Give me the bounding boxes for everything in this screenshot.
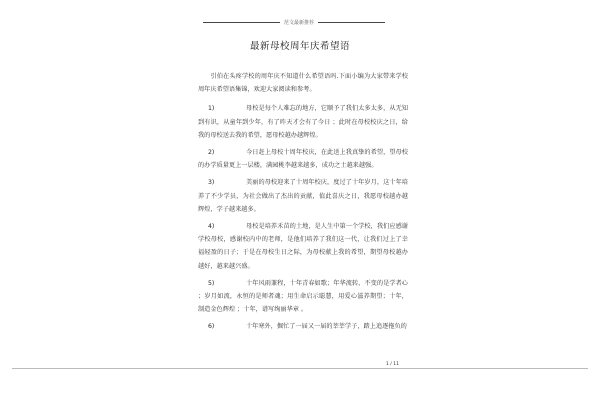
item-text: 美丽的母校迎来了十周年校庆，度过了十年岁月，这十年培养了不少学员，为社会做出了杰出的贡献，值此喜庆之日，我愿母校越办越辉煌，学子越来越多。 [198,179,408,213]
item-text: 十年寒外，掘忙了一届又一届的莘莘学子，踏上追逐拖负的 [246,323,407,331]
item-text: 十年风雨兼程，十年青春如歌；年华流转，不变的是学者心 ；岁月如流，永恒的是师者魂；用生命启示聪慧，用爱心滋养期望；十年，制造金色辉煌 ；十年，谱写绚丽华章 。 [198,279,408,314]
document-title: 最新母校周年庆希望语 [249,41,350,52]
header-rule-right [318,22,385,23]
item-number: 6) [208,323,215,331]
header-text: 范文最新推荐 [283,20,314,26]
header-rule-left [203,22,280,23]
footer-rule [12,368,588,369]
list-item [198,146,408,172]
item-number: 2) [208,149,215,157]
document-body [198,70,408,338]
list-item [198,277,408,317]
list-item [198,220,408,273]
item-text: 母校是每个人难忘的地方，它顺予了我们太多太多，从无知到有识，从童年到少年，有了昨天才会有了今日 ；此时在母校校庆之日，给我的母校送去我的希望，愿母校越办越辉煌。 [198,105,408,139]
list-item [198,320,408,333]
page-header [0,18,600,28]
item-text: 母校是培养禾苗的土地，是人生中第一个学校，我们应感谢学校母校，感谢校内中的老师，是他们培养了我们这一代，让我们过上了幸福轻盈的日子；于是在母校生日之际，为母校献上我的希望，期望母校越办越好，越来越兴盛。 [198,223,408,270]
intro-paragraph: 引伯在头疼学校的周年庆不知道什么希望语吗.下面小编为大家带来学校周年庆希望语集锦，欢迎大家阅读和参考。 [198,73,408,94]
item-number: 3) [208,179,215,187]
list-item [198,176,408,216]
page-number: 1 / 11 [386,362,399,367]
item-text: 今日赶上母校十周年校庆，在此送上我真挚的希望，望母校的办学质量更上一层楼，满园桃李越来越多，成功之士越来越强。 [198,149,408,170]
item-number: 1) [208,105,215,113]
item-number: 5) [208,279,215,287]
item-number: 4) [208,223,215,231]
list-item [198,102,408,142]
